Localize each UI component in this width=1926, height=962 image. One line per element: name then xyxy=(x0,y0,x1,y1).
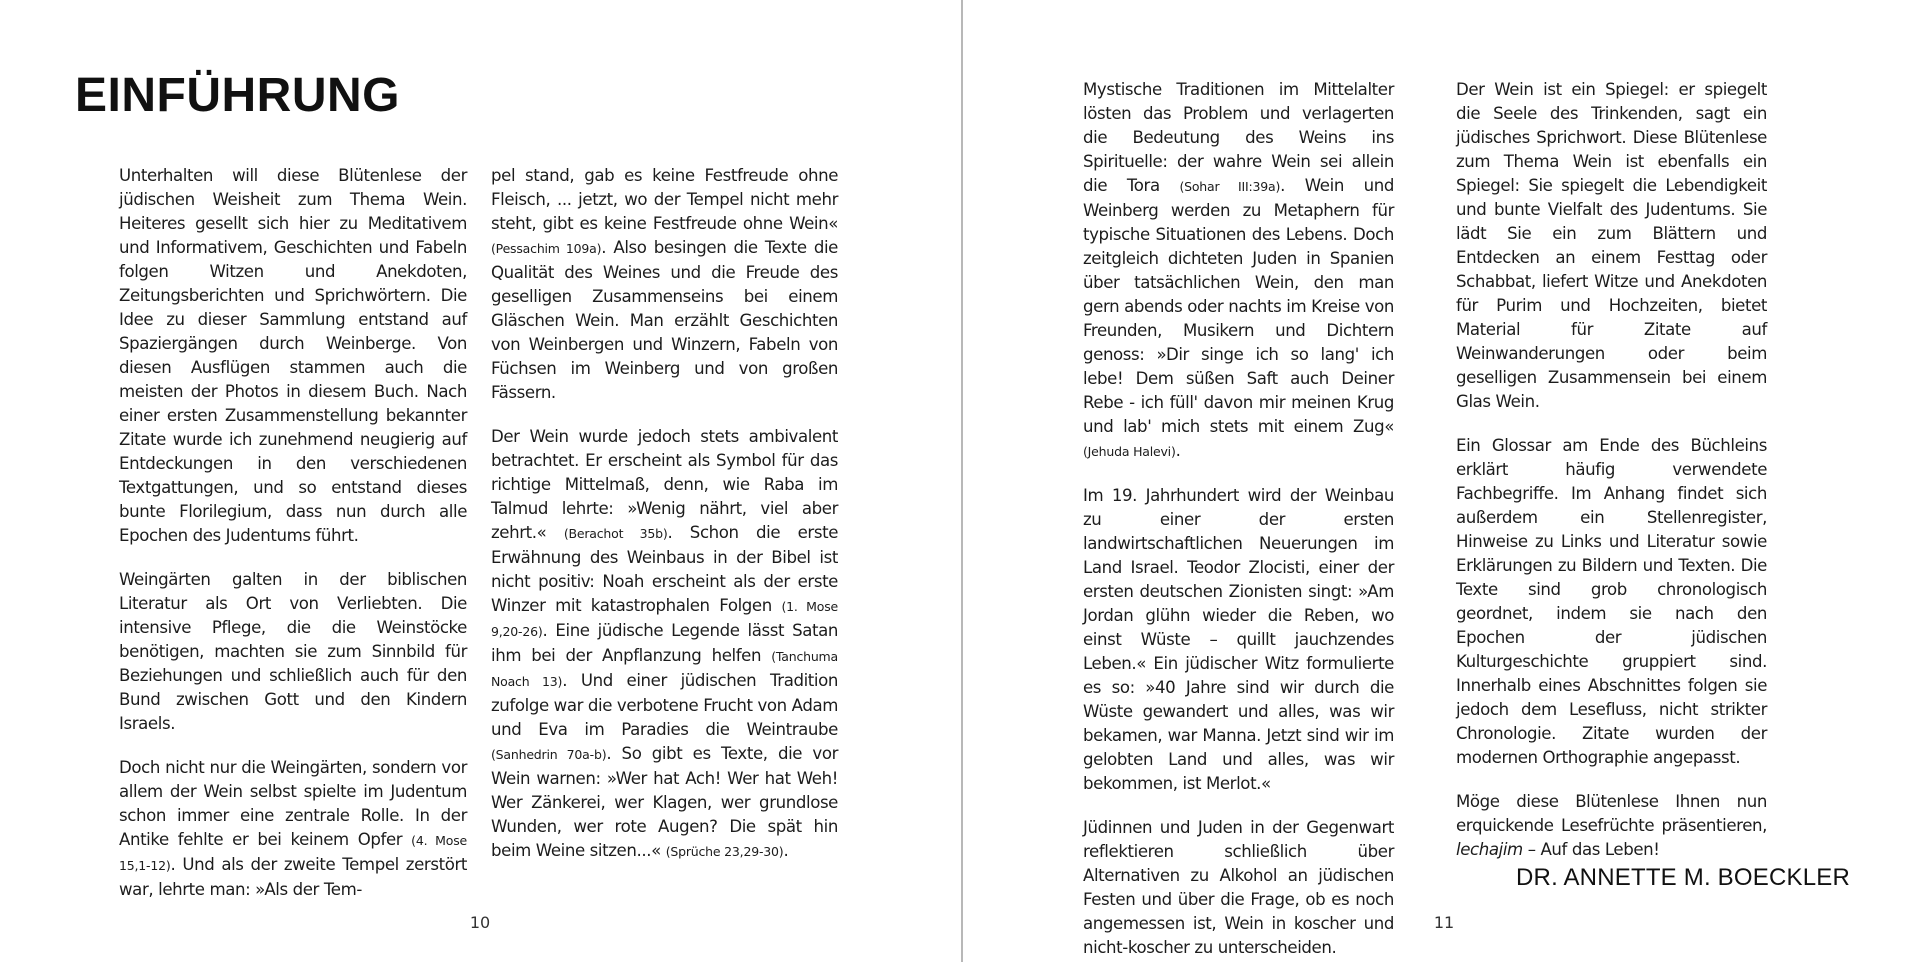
chapter-title: EINFÜHRUNG xyxy=(75,69,400,122)
source-reference: (1. Mose 9,20-26) xyxy=(491,599,839,639)
source-reference: (Tanchuma Noach 13) xyxy=(491,649,838,689)
source-reference: (Pessachim 109a) xyxy=(491,241,602,256)
text-column-2 xyxy=(491,164,838,864)
page-number: 11 xyxy=(1433,913,1455,932)
paragraph: pel stand, gab es keine Festfreude ohne Fleisch, ... jetzt, wo der Tempel nicht mehr steht, gibt es keine Festfreude ohne Wein« (Pessachim 109a). Also besingen die Texte die Qualität des Weines und die Freude des geselligen Zusammenseins bei einem Gläschen Wein. Man erzählt Geschichten von Weinbergen und Winzern, Fabeln von Füchsen im Weinberg und von großen Fässern. xyxy=(491,166,838,402)
source-reference: (Sprüche 23,29-30) xyxy=(665,844,784,859)
emphasis-lechajim: lechajim xyxy=(1456,840,1523,859)
source-reference: (Jehuda Halevi) xyxy=(1083,444,1176,459)
paragraph: Im 19. Jahrhundert wird der Weinbau zu einer der ersten landwirtschaftlichen Neuerungen im Land Israel. Teodor Zlocisti, einer der ersten deutschen Zionisten singt: »Am Jordan glühn wieder die Reben, wo einst Wüste – quillt jauchzendes Leben.« Ein jüdischer Witz formulierte es so: »40 Jahre sind wir durch die Wüste gewandert und alles, was wir bekamen, war Manna. Jetzt sind wir im gelobten Land und alles, was wir bekommen, ist Merlot.« xyxy=(1083,486,1394,793)
source-reference: (Berachot 35b) xyxy=(563,526,668,541)
paragraph: Unterhalten will diese Blütenlese der jüdischen Weisheit zum Thema Wein. Heiteres gesellt sich hier zu Meditativem und Informativem, Geschichten und Fabeln folgen Witzen und Anekdoten, Zeitungsberichten und Sprichwörtern. Die Idee zu dieser Sammlung entstand auf Spaziergängen durch Weinberge. Von diesen Ausflügen stammen auch die meisten der Photos in diesem Buch. Nach einer ersten Zusammenstellung bekannter Zitate wurde ich zunehmend neugierig auf Entdeckungen in den verschiedenen Textgattungen, und so entstand dieses bunte Florilegium, dass nun durch alle Epochen des Judentums führt. xyxy=(119,166,467,545)
paragraph: Doch nicht nur die Weingärten, sondern vor allem der Wein selbst spielte im Judentum schon immer eine zentrale Rolle. In der Antike fehlte er bei keinem Opfer (4. Mose 15,1-12). Und als der zweite Tempel zerstört war, lehrte man: »Als der Tem- xyxy=(119,758,468,899)
right-page xyxy=(963,0,1926,962)
source-reference: (Sohar III:39a) xyxy=(1179,179,1281,194)
source-reference: (Sanhedrin 70a-b) xyxy=(491,747,607,762)
paragraph: Der Wein wurde jedoch stets ambivalent betrachtet. Er erscheint als Symbol für das richtige Mittelmaß, denn, wie Raba im Talmud lehrte: »Wenig nährt, viel aber zehrt.« (Berachot 35b). Schon die erste Erwähnung des Weinbaus in der Bibel ist nicht positiv: Noah erscheint als der erste Winzer mit katastrophalen Folgen (1. Mose 9,20-26). Eine jüdische Legende lässt Satan ihm bei der Anpflanzung helfen (Tanchuma Noach 13). Und einer jüdischen Tradition zufolge war die verbotene Frucht von Adam und Eva im Paradies die Weintraube (Sanhedrin 70a-b). So gibt es Texte, die vor Wein warnen: »Wer hat Ach! Wer hat Weh! Wer Zänkerei, wer Klagen, wer grundlose Wunden, wer rote Augen? Die spät hin beim Weine sitzen...« (Sprüche 23,29-30). xyxy=(491,427,839,860)
left-page xyxy=(0,0,961,962)
paragraph: Ein Glossar am Ende des Büchleins erklärt häufig verwendete Fachbegriffe. Im Anhang findet sich außerdem ein Stellenregister, Hinweise zu Links und Literatur sowie Erklärungen zu Bildern und Texten. Die Texte sind grob chronologisch geordnet, indem sie nach den Epochen der jüdischen Kulturgeschichte gruppiert sind. Innerhalb eines Abschnittes folgen sie jedoch dem Lesefluss, nicht strikter Chronologie. Zitate wurden der modernen Orthographie angepasst. xyxy=(1456,436,1767,767)
paragraph: Mystische Traditionen im Mittelalter lösten das Problem und verlagerten die Bedeutung des Weins ins Spirituelle: der wahre Wein sei allein die Tora (Sohar III:39a). Wein und Weinberg werden zu Metaphern für typische Situationen des Lebens. Doch zeitgleich dichteten Juden in Spanien über tatsächlichen Wein, den man gern abends oder nachts im Kreise von Freunden, Musikern und Dichtern genoss: »Dir singe ich so lang' ich lebe! Dem süßen Saft auch Deiner Rebe - ich füll' davon mir meinen Krug und lab' mich stets mit einem Zug« (Jehuda Halevi). xyxy=(1083,80,1395,460)
text-column-4 xyxy=(1456,78,1767,862)
paragraph: Jüdinnen und Juden in der Gegenwart reflektieren schließlich über Alternativen zu Alkohol an jüdischen Festen und über die Frage, ob es noch angemessen ist, Wein in koscher und nicht-koscher zu unterscheiden. xyxy=(1083,818,1394,957)
source-reference: (4. Mose 15,1-12) xyxy=(119,833,468,873)
text-column-1 xyxy=(119,164,467,902)
paragraph: Weingärten galten in der biblischen Literatur als Ort von Verliebten. Die intensive Pflege, die die Weinstöcke benötigen, machten sie zum Sinnbild für Beziehungen und schließlich auch für den Bund zwischen Gott und den Kindern Israels. xyxy=(119,570,467,733)
text-column-3 xyxy=(1083,78,1394,960)
paragraph: Möge diese Blütenlese Ihnen nun erquickende Lesefrüchte präsentieren, lechajim – Auf das Leben! xyxy=(1456,792,1767,859)
page-number: 10 xyxy=(469,913,491,932)
paragraph: Der Wein ist ein Spiegel: er spiegelt die Seele des Trinkenden, sagt ein jüdisches Sprichwort. Diese Blütenlese zum Thema Wein ist ebenfalls ein Spiegel: Sie spiegelt die Lebendigkeit und bunte Vielfalt des Judentums. Sie lädt Sie ein zum Blättern und Entdecken an einem Festtag oder Schabbat, liefert Witze und Anekdoten für Purim und Hochzeiten, bietet Material für Zitate auf Weinwanderungen oder beim geselligen Zusammensein bei einem Glas Wein. xyxy=(1456,80,1767,411)
author-signature: DR. ANNETTE M. BOECKLER xyxy=(1516,864,1850,891)
